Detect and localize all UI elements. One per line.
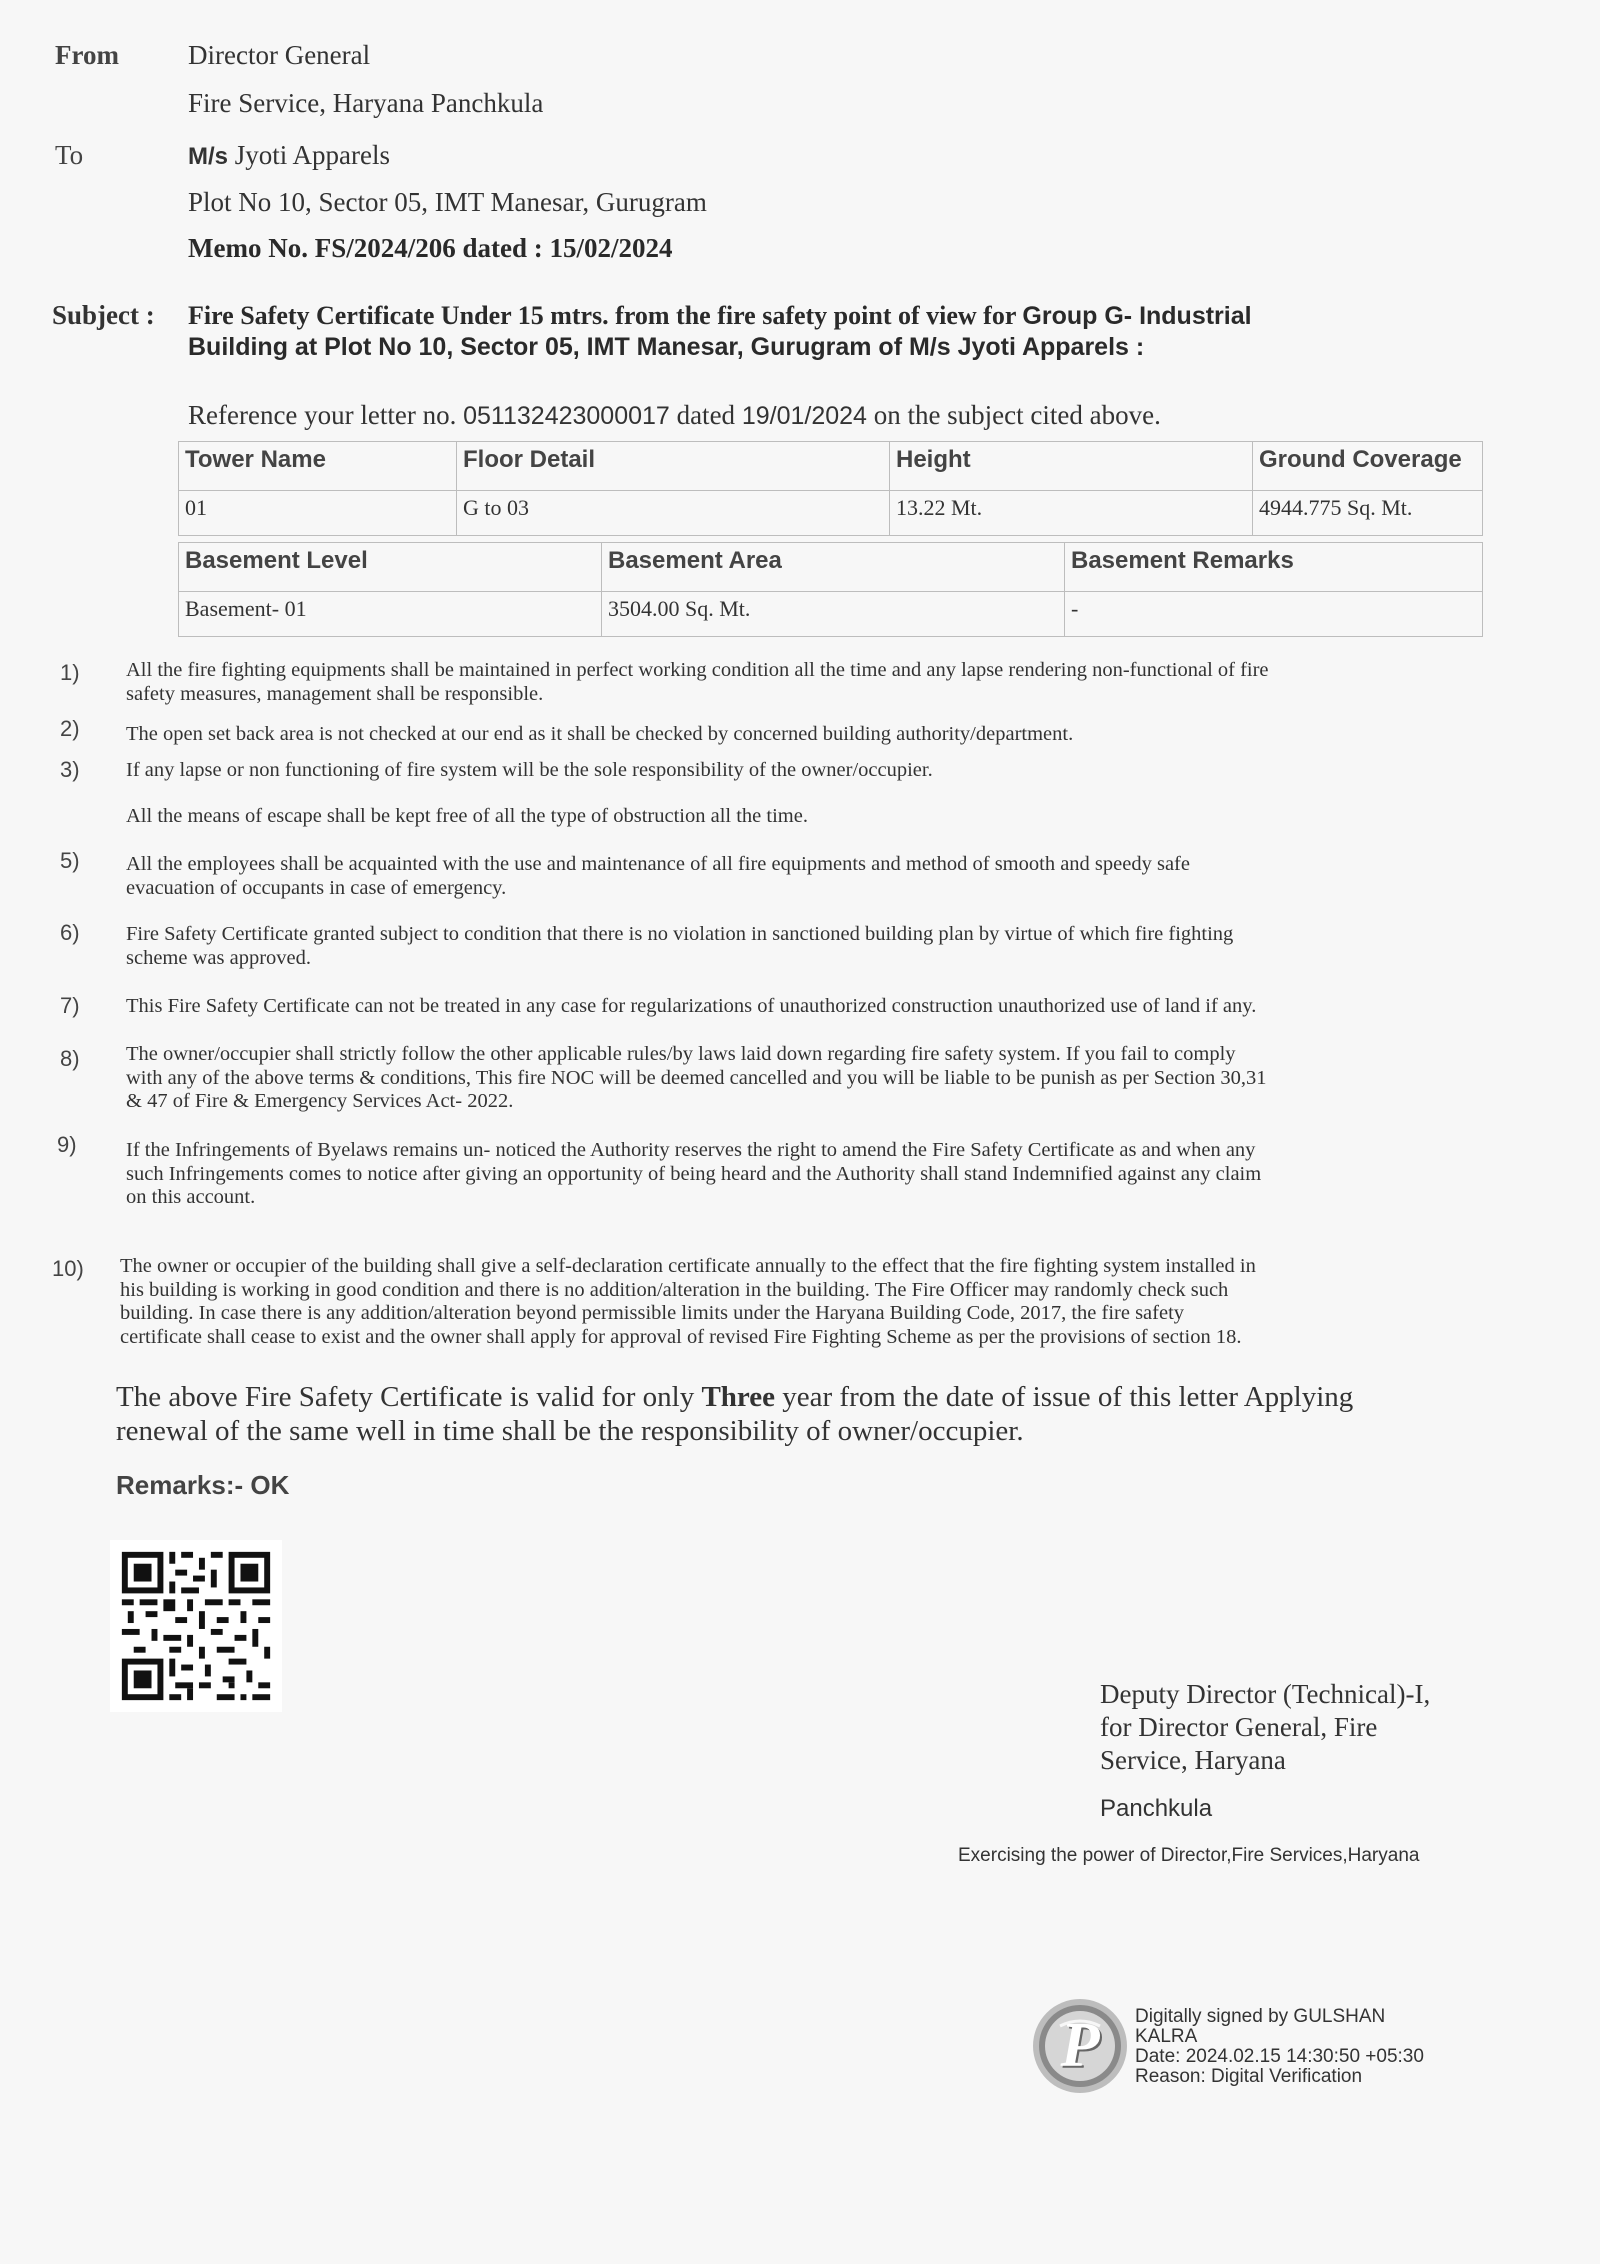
condition-3: [126, 759, 1506, 783]
remarks: Remarks:- OK: [116, 1470, 290, 1500]
memo-number: Memo No. FS/2024/206 dated : 15/02/2024: [188, 233, 673, 263]
condition-10: [120, 1255, 1510, 1349]
condition-line: & 47 of Fire & Emergency Services Act- 2022.: [126, 1090, 514, 1112]
table-cell: 4944.775 Sq. Mt.: [1253, 491, 1483, 536]
subject-line-2: Building at Plot No 10, Sector 05, IMT Manesar, Gurugram of M/s Jyoti Apparels :: [188, 333, 1145, 361]
signature-line: Date: 2024.02.15 14:30:50 +05:30: [1135, 2046, 1424, 2067]
to-name: Jyoti Apparels: [234, 140, 391, 170]
table-cell: -: [1065, 592, 1483, 637]
condition-4: [126, 805, 1506, 829]
condition-line: The owner/occupier shall strictly follow the other applicable rules/by laws laid down regarding fire safety system. If you fail to comply: [126, 1043, 1236, 1065]
table-header-cell: Ground Coverage: [1253, 442, 1483, 491]
subject-part-1: Fire Safety Certificate Under 15 mtrs. from the fire safety point of view for: [188, 301, 1016, 330]
table-cell: G to 03: [457, 491, 890, 536]
condition-6: [126, 923, 1506, 970]
condition-line: This Fire Safety Certificate can not be treated in any case for regularizations of unauthorized construction unauthorized use of land if any.: [126, 995, 1257, 1017]
table-row: [179, 491, 1483, 536]
condition-line: All the means of escape shall be kept free of all the type of obstruction all the time.: [126, 805, 808, 827]
table-cell: Basement- 01: [179, 592, 602, 637]
signatory-block: [1100, 1678, 1430, 1777]
signatory-line: for Director General, Fire: [1100, 1712, 1378, 1742]
validity-line-2: renewal of the same well in time shall be the responsibility of owner/occupier.: [116, 1415, 1024, 1447]
condition-line: If any lapse or non functioning of fire system will be the sole responsibility of the owner/occupier.: [126, 759, 933, 781]
condition-line: such Infringements comes to notice after giving an opportunity of being heard and the Authority shall stand Indemnified against any claim: [126, 1162, 1262, 1185]
signature-line: Reason: Digital Verification: [1135, 2066, 1363, 2087]
table-header-cell: Basement Area: [602, 543, 1065, 592]
condition-line: safety measures, management shall be responsible.: [126, 682, 544, 705]
validity-text-a: The above Fire Safety Certificate is valid for only: [116, 1381, 695, 1413]
validity-term: Three: [701, 1381, 776, 1413]
power-statement: Exercising the power of Director,Fire Services,Haryana: [958, 1845, 1420, 1866]
table-header-cell: Basement Remarks: [1065, 543, 1483, 592]
condition-line: All the employees shall be acquainted with the use and maintenance of all fire equipments and method of smooth and speedy safe: [126, 853, 1190, 875]
condition-7: [126, 995, 1506, 1019]
condition-number: 10): [52, 1256, 84, 1281]
basement-details-table: [178, 542, 1483, 637]
condition-number: 3): [60, 757, 80, 782]
to-prefix: M/s: [188, 143, 229, 170]
seal-letter: P: [1060, 2009, 1100, 2080]
table-header-cell: Height: [890, 442, 1253, 491]
signatory-line: Service, Haryana: [1100, 1745, 1286, 1775]
signatory-city: Panchkula: [1100, 1795, 1213, 1822]
condition-number: 2): [60, 716, 80, 741]
condition-5: [126, 853, 1506, 900]
condition-line: certificate shall cease to exist and the owner shall apply for approval of revised Fire Fighting Scheme as per the provisions of section 18.: [120, 1325, 1242, 1348]
condition-line: with any of the above terms & conditions, This fire NOC will be deemed cancelled and you will be liable to be punish as per Section 30,31: [126, 1066, 1267, 1089]
reference-line: [188, 400, 1161, 431]
table-header-row: [179, 442, 1483, 491]
to-label: To: [55, 140, 84, 170]
condition-number: 7): [60, 993, 80, 1018]
subject-label: Subject :: [52, 300, 155, 330]
condition-line: The owner or occupier of the building shall give a self-declaration certificate annually to the effect that the fire fighting system installed in: [120, 1255, 1256, 1277]
to-recipient: [188, 140, 390, 171]
reference-suffix: on the subject cited above.: [873, 400, 1161, 430]
condition-line: evacuation of occupants in case of emergency.: [126, 876, 507, 899]
table-header-row: [179, 543, 1483, 592]
table-cell: 3504.00 Sq. Mt.: [602, 592, 1065, 637]
condition-8: [126, 1043, 1506, 1114]
condition-line: scheme was approved.: [126, 946, 312, 969]
digital-signature-text: [1135, 2007, 1424, 2087]
table-header-cell: Floor Detail: [457, 442, 890, 491]
signature-line: Digitally signed by GULSHAN: [1135, 2006, 1386, 2027]
table-header-cell: Tower Name: [179, 442, 457, 491]
condition-1: [126, 659, 1506, 706]
subject-part-2: Group G- Industrial: [1022, 302, 1252, 330]
condition-number: 5): [60, 848, 80, 873]
condition-line: on this account.: [126, 1186, 256, 1208]
signature-seal-icon: [1030, 1996, 1130, 2096]
from-line-1: Director General: [188, 40, 371, 70]
reference-date: 19/01/2024: [741, 402, 867, 430]
reference-number: 051132423000017: [463, 402, 670, 430]
condition-line: his building is working in good condition and there is no addition/alteration in the building. The Fire Officer may randomly check such: [120, 1278, 1229, 1301]
reference-prefix: Reference your letter no.: [188, 400, 457, 430]
condition-line: The open set back area is not checked at our end as it shall be checked by concerned building authority/department.: [126, 723, 1074, 745]
building-details-table: [178, 441, 1483, 536]
reference-dated: dated: [676, 400, 736, 430]
table-header-cell: Basement Level: [179, 543, 602, 592]
from-label: From: [55, 40, 119, 70]
validity-paragraph: [116, 1380, 1516, 1448]
condition-9: [126, 1139, 1506, 1210]
condition-number: 8): [60, 1046, 80, 1071]
condition-number: 6): [60, 920, 80, 945]
condition-line: Fire Safety Certificate granted subject to condition that there is no violation in sanctioned building plan by virtue of which fire fighting: [126, 923, 1234, 945]
signature-line: KALRA: [1135, 2026, 1198, 2047]
table-cell: 01: [179, 491, 457, 536]
subject-text: [188, 300, 1518, 363]
condition-line: building. In case there is any addition/alteration beyond permissible limits under the Haryana Building Code, 2017, the fire safety: [120, 1302, 1185, 1324]
to-address: Plot No 10, Sector 05, IMT Manesar, Gurugram: [188, 187, 707, 217]
condition-number: 9): [57, 1132, 77, 1157]
signatory-line: Deputy Director (Technical)-I,: [1100, 1679, 1431, 1709]
qr-code: [110, 1540, 282, 1712]
condition-2: [126, 723, 1506, 747]
condition-number: 1): [60, 660, 80, 685]
from-line-2: Fire Service, Haryana Panchkula: [188, 88, 544, 118]
table-row: [179, 592, 1483, 637]
validity-text-b: year from the date of issue of this letter Applying: [782, 1381, 1354, 1413]
condition-line: If the Infringements of Byelaws remains un- noticed the Authority reserves the right to amend the Fire Safety Certificate as and when any: [126, 1139, 1256, 1161]
table-cell: 13.22 Mt.: [890, 491, 1253, 536]
condition-line: All the fire fighting equipments shall be maintained in perfect working condition all the time and any lapse rendering non-functional of fire: [126, 659, 1269, 681]
